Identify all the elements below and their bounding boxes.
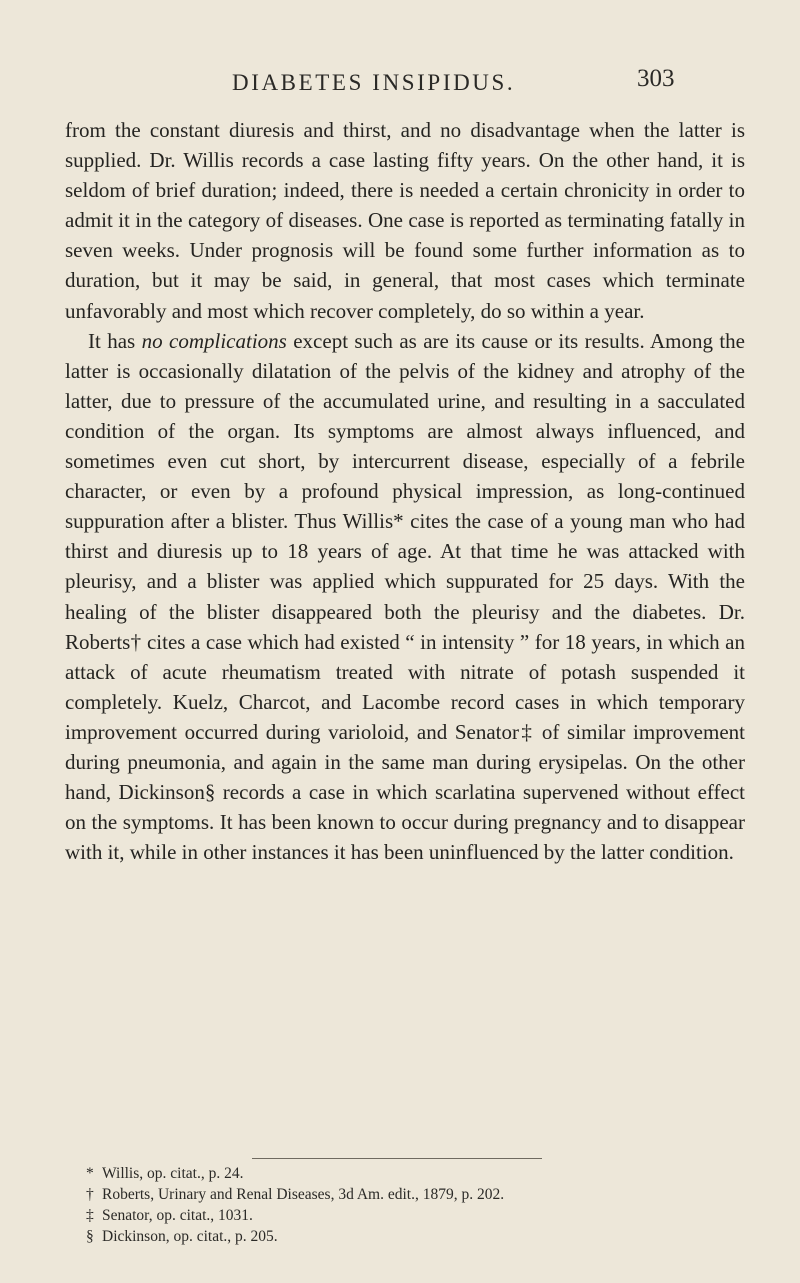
paragraph-2-emphasis: no complications [141, 328, 287, 353]
footnote-mark: § [86, 1228, 94, 1245]
footnote-mark: ‡ [86, 1207, 94, 1224]
footnote [86, 1226, 746, 1247]
footnotes [86, 1163, 746, 1247]
paragraph-2-lead: It has [88, 328, 142, 353]
body-text [65, 115, 745, 867]
running-title: DIABETES INSIPIDUS. [232, 70, 516, 95]
footnote-mark: * [86, 1165, 94, 1182]
page-number: 303 [637, 65, 675, 92]
footnote-text: Senator, op. citat., 1031. [102, 1207, 253, 1224]
paragraph-2 [65, 326, 745, 868]
footnote [86, 1163, 746, 1184]
footnote-text: Dickinson, op. citat., p. 205. [102, 1228, 278, 1245]
paragraph-1: from the constant diuresis and thirst, and no disadvantage when the latter is supplied. Dr. Willis records a case lasting fifty years. On the other hand, it is seldom of brief duration; indeed, there is needed a certain chronicity in order to admit it in the category of diseases. One case is reported as terminating fatally in seven weeks. Under prognosis will be found some further information as to duration, but it may be said, in general, that most cases which terminate unfavorably and most which recover completely, do so within a year. [65, 118, 745, 323]
footnote [86, 1184, 746, 1205]
footnote-text: Willis, op. citat., p. 24. [102, 1165, 244, 1182]
footnote-text: Roberts, Urinary and Renal Diseases, 3d Am. edit., 1879, p. 202. [102, 1186, 505, 1203]
paragraph-2-rest: except such as are its cause or its results. Among the latter is occasionally dilatation of the pelvis of the kidney and atrophy of the latter, due to pressure of the accumulated urine, and resulting in a sacculated condition of the organ. Its symptoms are almost always influenced, and sometimes even cut short, by intercurrent disease, especially of a febrile character, or even by a profound physical impression, as long-continued suppuration after a blister. Thus Willis* cites the case of a young man who had thirst and diuresis up to 18 years of age. At that time he was attacked with pleurisy, and a blister was applied which suppurated for 25 days. With the healing of the blister disappeared both the pleurisy and the diabetes. Dr. Roberts† cites a case which had existed “ in intensity ” for 18 years, in which an attack of acute rheumatism treated with nitrate of potash suspended it completely. Kuelz, Charcot, and Lacombe record cases in which temporary improvement occurred during varioloid, and Senator‡ of similar improvement during pneumonia, and again in the same man during erysipelas. On the other hand, Dickinson§ records a case in which scarlatina supervened without effect on the symptoms. It has been known to occur during pregnancy and to disappear with it, while in other instances it has been uninfluenced by the latter condition. [65, 328, 745, 865]
footnote [86, 1205, 746, 1226]
footnote-mark: † [86, 1186, 94, 1203]
footnote-divider [252, 1158, 542, 1159]
